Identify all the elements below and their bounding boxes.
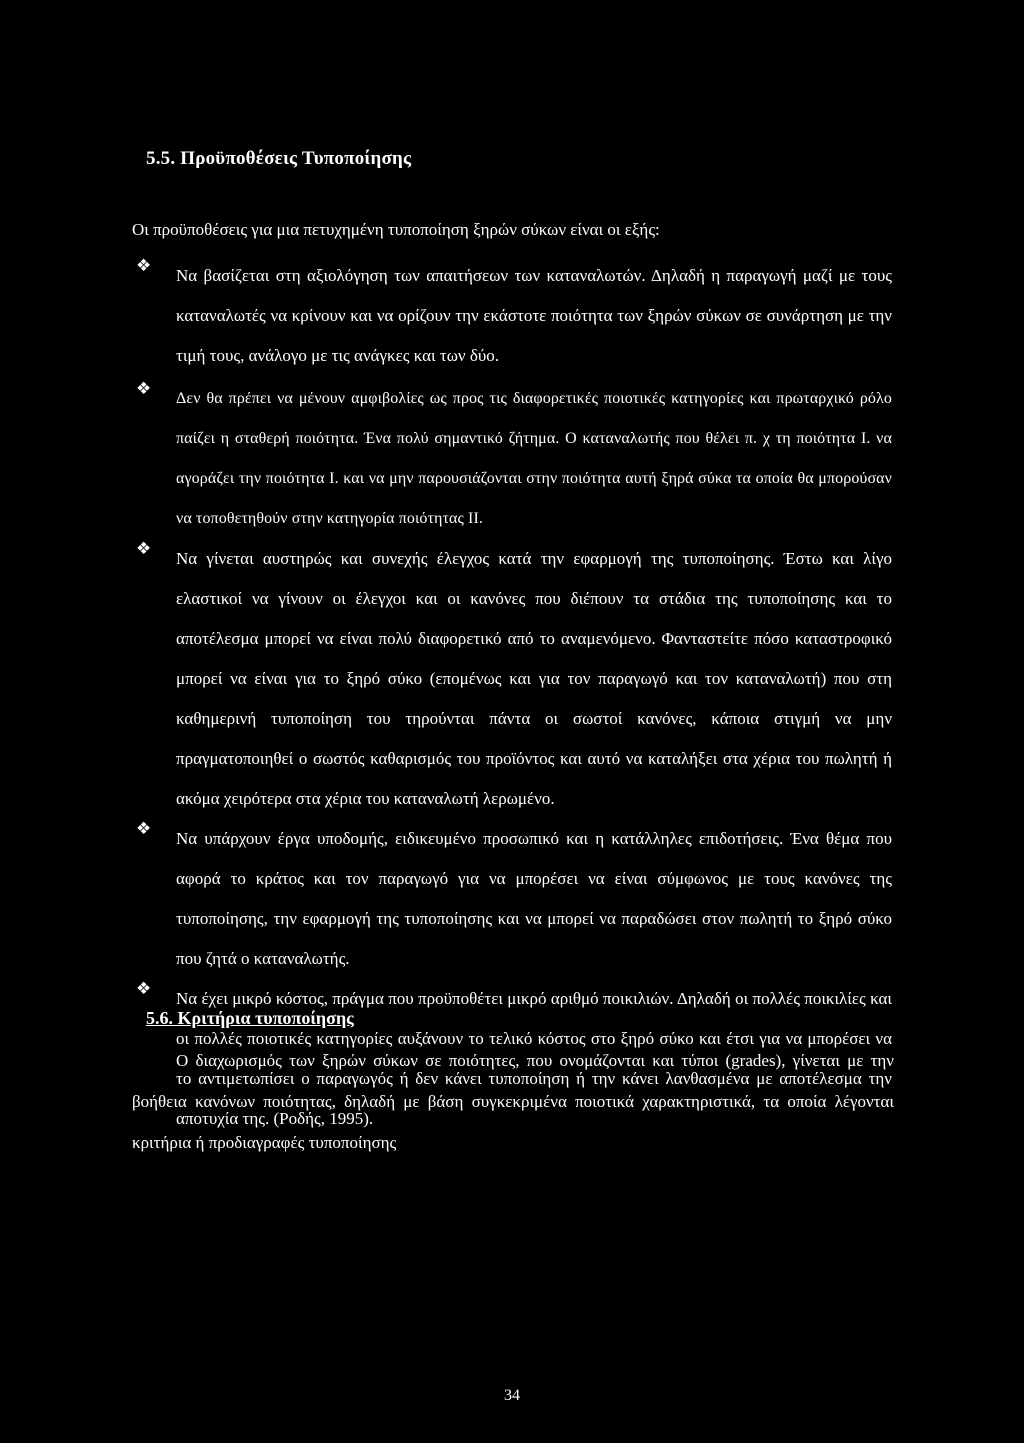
bullet-text: Να γίνεται αυστηρώς και συνεχής έλεγχος κατά την εφαρμογή της τυποποίησης. Έστω και λίγο ελαστικοί να γίνουν οι έλεγχοι και οι κανόνες που διέπουν τα στάδια της τυποποίησης και το αποτέλεσμα μπορεί να είναι πολύ διαφορετικό από το αναμενόμενο. Φανταστείτε πόσο καταστροφικό μπορεί να είναι για το ξηρό σύκο (επομένως και για τον παραγωγό και τον καταναλωτή) που στη καθημερινή τυποποίηση του τηρούνται πάντα οι σωστοί κανόνες, κάποια στιγμή να μην πραγματοποιηθεί ο σωστός καθαρισμός του προϊόντος και αυτό να καταλήξει στα χέρια του πωλητή ή ακόμα χειρότερα στα χέρια του καταναλωτή λερωμένο.	[176, 549, 892, 808]
bullet-text: Να υπάρχουν έργα υποδομής, ειδικευμένο προσωπικό και η κατάλληλες επιδοτήσεις. Ένα θέμα που αφορά το κράτος και τον παραγωγό για να μπορέσει να είναι σύμφωνος με τους κανόνες της τυποποίησης, την εφαρμογή της τυποποίησης και να μπορεί να παραδώσει στον πωλητή το ξηρό σύκο που ζητά ο καταναλωτής.	[176, 829, 892, 968]
list-item	[132, 379, 892, 539]
bullet-text: Δεν θα πρέπει να μένουν αμφιβολίες ως προς τις διαφορετικές ποιοτικές κατηγορίες και πρωταρχικό ρόλο παίζει η σταθερή ποιότητα. Ένα πολύ σημαντικό ζήτημα. Ο καταναλωτής που θέλει π. χ τη ποιότητα I. να αγοράζει την ποιότητα I. και να μην παρουσιάζονται στην ποιότητα αυτή ξηρά σύκα τα οποία θα μπορούσαν να τοποθετηθούν στην κατηγορία ποιότητας II.	[176, 390, 892, 527]
diamond-bullet-icon: ❖	[136, 979, 152, 999]
page-number: 34	[504, 1387, 520, 1404]
diamond-bullet-icon: ❖	[136, 379, 152, 399]
section-5-6-title: 5.6. Κριτήρια τυποποίησης	[146, 1008, 354, 1028]
diamond-bullet-icon: ❖	[136, 539, 152, 559]
section-5-5-title: 5.5. Προϋποθέσεις Τυποποίησης	[146, 148, 412, 169]
diamond-bullet-icon: ❖	[136, 819, 152, 839]
diamond-bullet-icon: ❖	[136, 256, 152, 276]
section-5-6-paragraph: Ο διαχωρισμός των ξηρών σύκων σε ποιότητες, που ονομάζονται και τύποι (grades), γίνεται με την βοήθεια κανόνων ποιότητας, δηλαδή με βάση συγκεκριμένα ποιοτικά χαρακτηριστικά, τα οποία λέγονται κριτήρια ή προδιαγραφές τυποποίησης	[132, 1051, 894, 1152]
list-item	[132, 539, 892, 819]
bullet-list	[132, 256, 892, 1139]
intro-paragraph: Οι προϋποθέσεις για μια πετυχημένη τυποποίηση ξηρών σύκων είναι οι εξής:	[132, 220, 660, 239]
list-item	[132, 819, 892, 979]
list-item	[132, 256, 892, 376]
bullet-text: Να βασίζεται στη αξιολόγηση των απαιτήσεων των καταναλωτών. Δηλαδή η παραγωγή μαζί με τους καταναλωτές να κρίνουν και να ορίζουν την εκάστοτε ποιότητα των ξηρών σύκων σε συνάρτηση με την τιμή τους, ανάλογο με τις ανάγκες και των δύο.	[176, 266, 892, 365]
bullet-text: Να έχει μικρό κόστος, πράγμα που προϋποθέτει μικρό αριθμό ποικιλιών. Δηλαδή οι πολλές ποικιλίες και οι πολλές ποιοτικές κατηγορίες αυξάνουν το τελικό κόστος στο ξηρό σύκο και έτσι για να μπορέσει να το αντιμετωπίσει ο παραγωγός ή δεν κάνει τυποποίηση ή την κάνει λανθασμένα με αποτέλεσμα την αποτυχία της. (Ροδής, 1995).	[176, 989, 892, 1128]
